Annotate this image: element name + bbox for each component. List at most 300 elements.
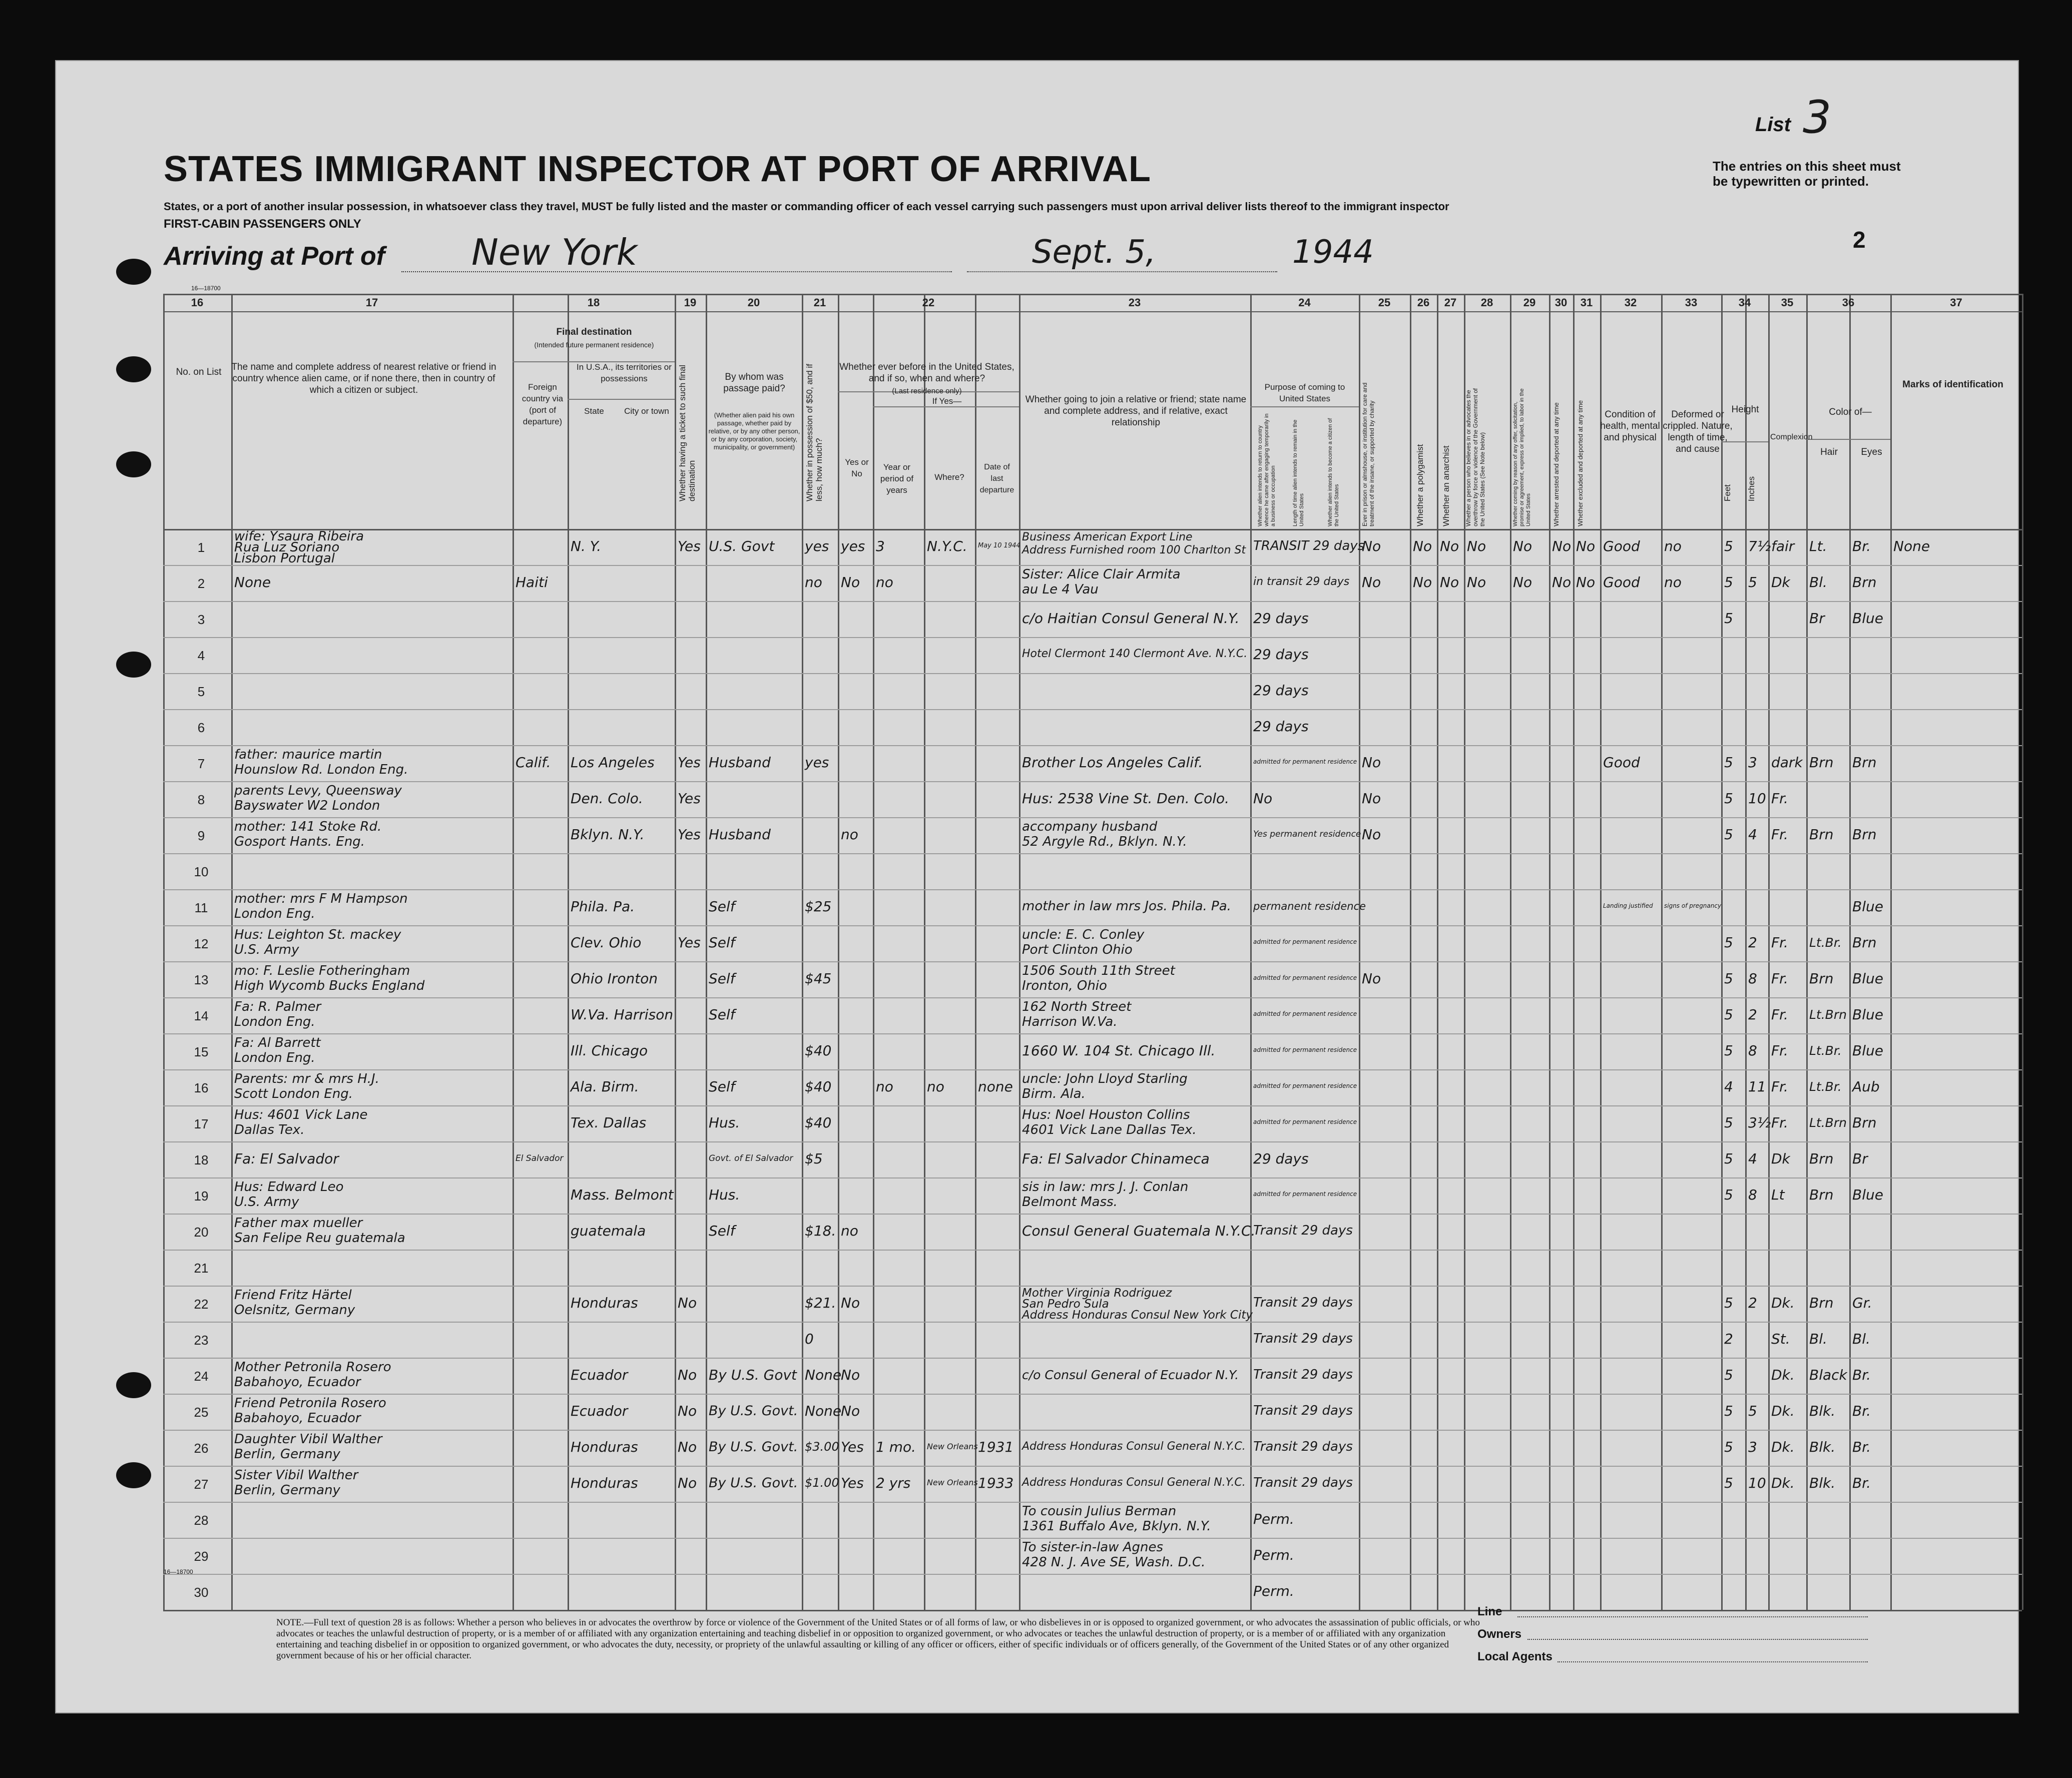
cell-c17: Hus: Edward Leo U.S. Army [234,1179,344,1210]
grid-column-rule [1573,294,1575,1610]
grid-row-rule [163,1574,2022,1575]
cell-c24: admitted for permanent residence [1253,1191,1357,1198]
cell-c17: None [234,574,271,590]
row-number: 18 [194,1152,209,1167]
cell-c23: Business American Export Line Address Furnished room 100 Charlton St [1022,531,1246,556]
grid-column-rule [568,294,569,1610]
cell-c34f: 5 [1724,574,1733,590]
cell-c20: Hus. [709,1187,740,1203]
cell-c36h: Brn [1809,1187,1834,1203]
arrival-date: Sept. 5, [1032,234,1156,271]
cell-c18b: Den. Colo. [571,790,643,807]
cell-c24: admitted for permanent residence [1253,1010,1357,1017]
row-number: 21 [194,1261,209,1276]
grid-row-rule [163,1069,2022,1070]
header-date-last-departure: Date of last departure [979,463,1014,494]
header-final-destination-note: (Intended future permanent residence) [534,341,654,349]
header-final-destination: Final destination [556,327,632,337]
cell-c19: Yes [678,538,701,554]
header-feet: Feet [1723,484,1732,501]
cell-c23: Fa: El Salvador Chinameca [1022,1150,1210,1167]
grid-row-rule [163,601,2022,602]
grid-column-rule [802,294,803,1610]
grid-header-rule [163,529,2022,530]
cell-c34f: 4 [1724,1078,1733,1095]
manifest-sheet [55,60,2019,1713]
cell-c23: c/o Haitian Consul General N.Y. [1022,610,1240,627]
cell-c18b: Tex. Dallas [571,1114,647,1131]
agents-label: Local Agents [1477,1650,1552,1663]
cell-c19: No [678,1403,697,1419]
cell-c20: Self [709,1006,735,1023]
cell-c17: Friend Petronila Rosero Babahoyo, Ecuador [234,1396,386,1426]
footer-note: NOTE.—Full text of question 28 is as follows: Whether a person who believes in or advocates the overthrow by force or violence of the Government of the United States or of all forms of law, or who disbelieves in or is opposed to organized government, or who advocates the assassination of public officials, or who advocates or teaches the unlawful destruction of property, or is a member of or affiliated with any organization entertaining and teaching disbelief in or opposition to organized government, or who advocates or teaches the unlawful destruction of property, or is a member of or affiliated with any organization entertaining and teaching disbelief in or opposition to organized government, or who advocates the duty, necessity, or propriety of the unlawful assaulting or killing of any officer or officers, either of specific individuals or of officers generally, of the Government of the United States or of any other organized government because of his or her official character. [276,1617,1480,1661]
cell-c35: Fr. [1771,1078,1788,1095]
cell-c18b: Phila. Pa. [571,898,635,915]
cell-c24: Transit 29 days [1253,1439,1353,1454]
cell-c34i: 10 [1748,790,1766,807]
grid-column-rule [1549,294,1550,1610]
cell-c24: 29 days [1253,682,1309,699]
grid-column-rule [1661,294,1663,1610]
cell-c34i: 10 [1748,1475,1766,1491]
header-anarchist: Whether an anarchist [1441,445,1451,526]
cell-c18b: Ecuador [571,1367,628,1383]
grid-subheader-rule [568,399,675,400]
cell-c24: 29 days [1253,646,1309,663]
binder-hole [116,356,151,382]
cell-c25: No [1362,754,1381,771]
date-underline [967,271,1277,272]
passenger-class: FIRST-CABIN PASSENGERS ONLY [164,217,361,231]
cell-c30: No [1552,538,1572,554]
cell-c22b: no [876,574,893,590]
owners-label: Owners [1477,1627,1522,1641]
cell-c22c: no [927,1078,944,1095]
row-number: 2 [197,576,205,591]
cell-c17: Friend Fritz Härtel Oelsnitz, Germany [234,1288,355,1318]
row-number: 24 [194,1369,209,1384]
cell-c17: Parents: mr & mrs H.J. Scott London Eng. [234,1071,379,1101]
row-number: 23 [194,1333,209,1348]
grid-column-rule [1890,294,1892,1610]
cell-c22a: Yes [841,1439,864,1455]
grid-row-rule [163,673,2022,674]
cell-c34i: 11 [1748,1078,1766,1095]
grid-column-rule [1359,294,1360,1610]
header-passage-paid: By whom was passage paid? [723,372,785,394]
grid-row-rule [163,817,2022,818]
cell-c20: By U.S. Govt [709,1367,797,1383]
cell-c20: U.S. Govt [709,538,775,554]
cell-c34i: 8 [1748,1042,1757,1059]
grid-row-rule [163,961,2022,962]
cell-c17: Fa: R. Palmer London Eng. [234,999,321,1029]
cell-c36h: Brn [1809,826,1834,843]
binder-hole [116,259,151,285]
cell-c35: fair [1771,538,1795,554]
cell-c22c: New Orleans [927,1478,978,1487]
cell-c22a: No [841,574,860,590]
cell-c22a: no [841,1223,858,1239]
grid-row-rule [163,1394,2022,1395]
cell-c18b: Honduras [571,1439,638,1455]
header-purpose-a: Whether alien intends to return to country whence he came after engaging temporarily in a business or occupation [1257,413,1276,526]
cell-c23: uncle: John Lloyd Starling Birm. Ala. [1022,1071,1188,1101]
cell-c21: $3.00 [805,1440,839,1454]
grid-column-rule [512,294,514,1610]
row-number: 15 [194,1044,209,1059]
cell-c35: St. [1771,1331,1790,1347]
cell-c21: $1.00 [805,1476,839,1490]
cell-c36e: Gr. [1852,1295,1872,1311]
cell-c36e: Brn [1852,754,1877,771]
header-deformed: Deformed or crippled. Nature, length of time, and cause [1663,409,1733,454]
cell-c36h: Brn [1809,1150,1834,1167]
cell-c24: Transit 29 days [1253,1295,1353,1310]
column-number: 19 [684,296,697,309]
cell-c22a: yes [841,538,865,554]
cell-c22c: New Orleans [927,1442,978,1451]
cell-c21: $40 [805,1042,832,1059]
cell-c36h: Br [1809,610,1825,627]
cell-c24: permanent residence [1253,900,1366,912]
cell-c18b: Honduras [571,1475,638,1491]
column-number: 37 [1950,296,1962,309]
cell-c36e: Blue [1852,898,1883,915]
cell-c24: Perm. [1253,1511,1294,1527]
cell-c34f: 5 [1724,1475,1733,1491]
cell-c35: Dk. [1771,1367,1795,1383]
cell-c34i: 3 [1748,754,1757,771]
column-number: 27 [1444,296,1457,309]
header-city: City or town [624,406,669,416]
cell-c36h: Brn [1809,970,1834,987]
cell-c24: Perm. [1253,1583,1294,1599]
column-number: 17 [365,296,378,309]
column-number: 18 [587,296,600,309]
header-year-period: Year or period of years [880,462,914,495]
form-number-bottom: 16—18700 [164,1568,193,1575]
cell-c22d: 1933 [978,1475,1014,1491]
grid-row-rule [163,1538,2022,1539]
header-complexion: Complexion [1770,433,1813,441]
grid-column-rule [1437,294,1438,1610]
cell-c24: Transit 29 days [1253,1367,1353,1382]
cell-c23: To cousin Julius Berman 1361 Buffalo Ave, Bklyn. N.Y. [1022,1504,1211,1534]
grid-row-rule [163,1214,2022,1215]
cell-c21: 0 [805,1331,814,1347]
cell-c18b: Ohio Ironton [571,970,658,987]
cell-c23: uncle: E. C. Conley Port Clinton Ohio [1022,927,1145,957]
cell-c36e: Blue [1852,1187,1883,1203]
cell-c23: mother in law mrs Jos. Phila. Pa. [1022,899,1231,914]
cell-c23: c/o Consul General of Ecuador N.Y. [1022,1367,1239,1382]
cell-c36e: Brn [1852,826,1877,843]
column-number: 31 [1580,296,1593,309]
cell-c36h: Lt.Br. [1809,1043,1842,1058]
cell-c34i: 5 [1748,574,1757,590]
grid-row-rule [163,1322,2022,1323]
cell-c36h: Lt.Br. [1809,935,1842,950]
cell-c23: Brother Los Angeles Calif. [1022,754,1203,771]
cell-c36e: Blue [1852,970,1883,987]
typewritten-note-line1: The entries on this sheet must [1713,159,1901,174]
cell-c35: Fr. [1771,1042,1788,1059]
cell-c23: Hotel Clermont 140 Clermont Ave. N.Y.C. [1022,648,1248,660]
cell-c36e: Blue [1852,1006,1883,1023]
cell-c23: Mother Virginia Rodriguez San Pedro Sula Address Honduras Consul New York City [1022,1287,1253,1322]
cell-c20: Hus. [709,1114,740,1131]
grid-row-rule [163,889,2022,890]
cell-c32: Landing justified [1603,902,1653,909]
form-number-top: 16—18700 [191,285,221,292]
cell-c36e: Br. [1852,1367,1871,1383]
row-number: 20 [194,1225,209,1240]
list-label: List [1755,114,1791,136]
cell-c18b: W.Va. Harrison [571,1006,674,1023]
cell-c17: Sister Vibil Walther Berlin, Germany [234,1468,358,1498]
cell-c20: By U.S. Govt. [709,1403,798,1419]
grid-row-rule [163,1430,2022,1431]
page-title: STATES IMMIGRANT INSPECTOR AT PORT OF ARRIVAL [164,149,1151,189]
grid-row-rule [163,1105,2022,1106]
arriving-label: Arriving at Port of [164,242,385,271]
cell-c34i: 4 [1748,1150,1757,1167]
cell-c34i: 7½ [1748,538,1771,554]
grid-column-rule [163,294,165,1610]
cell-c22d: none [978,1078,1013,1095]
header-relative-address: The name and complete address of nearest relative or friend in country whence alien came, or if none there, then in country of which a citizen or subject. [231,362,496,395]
cell-c21: $5 [805,1150,823,1167]
cell-c31: No [1576,574,1596,590]
cell-c20: Husband [709,754,771,771]
grid-row-rule [163,1358,2022,1359]
column-number: 30 [1555,296,1568,309]
cell-c35: Fr. [1771,790,1788,807]
cell-c17: Fa: Al Barrett London Eng. [234,1035,321,1065]
cell-c22a: No [841,1295,860,1311]
grid-column-rule [675,294,676,1610]
row-number: 16 [194,1080,209,1095]
row-number: 8 [197,792,205,807]
cell-c19: Yes [678,934,701,951]
cell-c21: $40 [805,1114,832,1131]
row-number: 25 [194,1405,209,1420]
cell-c36e: Blue [1852,610,1883,627]
header-arrested: Whether arrested and deported at any time [1552,402,1560,526]
grid-column-rule [1250,294,1252,1610]
column-number: 35 [1781,296,1794,309]
cell-c18a: Haiti [515,574,548,590]
grid-column-rule [1510,294,1511,1610]
cell-c24: 29 days [1253,718,1309,735]
cell-c19: No [678,1439,697,1455]
cell-c33: no [1664,538,1682,554]
grid-column-rule [2022,294,2023,1610]
page-number: 2 [1853,227,1866,253]
grid-column-rule [1410,294,1411,1610]
grid-header-rule [163,311,2022,312]
cell-c24: Transit 29 days [1253,1475,1353,1490]
cell-c17: mother: mrs F M Hampson London Eng. [234,891,408,921]
header-purpose: Purpose of coming to United States [1264,382,1345,403]
cell-c18a: El Salvador [515,1153,564,1163]
cell-c19: Yes [678,826,701,843]
cell-c18b: Los Angeles [571,754,655,771]
cell-c21: $40 [805,1078,832,1095]
cell-c34f: 2 [1724,1331,1733,1347]
column-number: 33 [1685,296,1698,309]
cell-c24: Transit 29 days [1253,1403,1353,1418]
cell-c18b: Mass. Belmont [571,1187,674,1203]
cell-c23: accompany husband 52 Argyle Rd., Bklyn. N.Y. [1022,819,1187,849]
cell-c20: Self [709,898,735,915]
cell-c23: sis in law: mrs J. J. Conlan Belmont Mass. [1022,1179,1189,1210]
cell-c35: Dk [1771,1150,1790,1167]
header-foreign-country: Foreign country via (port of departure) [522,382,564,426]
row-number: 4 [197,648,205,663]
cell-c18b: Honduras [571,1295,638,1311]
cell-c35: Fr. [1771,934,1788,951]
grid-row-rule [163,565,2022,566]
cell-c34f: 5 [1724,1439,1733,1455]
grid-column-rule [1849,294,1851,1610]
column-number: 29 [1523,296,1536,309]
row-number: 12 [194,936,209,951]
cell-c36h: Brn [1809,1295,1834,1311]
row-number: 10 [194,864,209,879]
cell-c23: 1506 South 11th Street Ironton, Ohio [1022,963,1175,993]
grid-row-rule [163,1466,2022,1467]
header-passage-paid-note: (Whether alien paid his own passage, whether paid by relative, or by any other person, or by any corporation, society, municipality, or government) [708,411,800,451]
grid-column-rule [1768,294,1770,1610]
cell-c20: By U.S. Govt. [709,1439,798,1455]
line-label: Line [1477,1605,1502,1618]
cell-c23: Address Honduras Consul General N.Y.C. [1022,1476,1246,1489]
cell-c33: no [1664,574,1682,590]
cell-c20: Govt. of El Salvador [709,1153,793,1163]
cell-c22b: 3 [876,538,885,554]
cell-c23: Hus: Noel Houston Collins 4601 Vick Lane Dallas Tex. [1022,1107,1197,1137]
column-number: 20 [747,296,760,309]
agents-field [1558,1661,1868,1662]
cell-c36h: Lt.Br. [1809,1079,1842,1094]
cell-c21: $21. [805,1295,836,1311]
cell-c32: Good [1603,754,1640,771]
cell-c27: No [1440,574,1459,590]
cell-c34f: 5 [1724,1114,1733,1131]
cell-c18b: Ala. Birm. [571,1078,639,1095]
column-number: 26 [1417,296,1430,309]
arrival-year: 1944 [1292,234,1374,271]
cell-c21: yes [805,754,829,771]
cell-c34i: 3 [1748,1439,1757,1455]
cell-c22b: no [876,1078,893,1095]
grid-column-rule [1019,294,1020,1610]
cell-c21: None [805,1367,842,1383]
column-number: 16 [191,296,204,309]
cell-c24: No [1253,790,1273,807]
cell-c28: No [1467,574,1486,590]
cell-c36e: Br. [1852,1475,1871,1491]
cell-c36e: Aub [1852,1078,1880,1095]
cell-c17: Hus: Leighton St. mackey U.S. Army [234,927,401,957]
cell-c23: Sister: Alice Clair Armita au Le 4 Vau [1022,567,1181,597]
header-fifty-dollars: Whether in possession of $50, and if less, how much? [805,364,824,501]
cell-c23: 1660 W. 104 St. Chicago Ill. [1022,1042,1216,1059]
cell-c34f: 5 [1724,1295,1733,1311]
column-number: 28 [1480,296,1493,309]
header-state: State [584,406,604,416]
cell-c28: No [1467,538,1486,554]
cell-c34f: 5 [1724,1150,1733,1167]
header-polygamist: Whether a polygamist [1415,444,1425,526]
cell-c24: admitted for permanent residence [1253,938,1357,945]
typewritten-note-line2: be typewritten or printed. [1713,174,1869,189]
cell-c35: Dk. [1771,1475,1795,1491]
cell-c35: Lt [1771,1187,1785,1203]
grid-column-rule [924,294,925,1610]
cell-c21: $25 [805,898,832,915]
column-number: 34 [1738,296,1751,309]
header-eyes: Eyes [1861,447,1882,457]
cell-c34i: 8 [1748,970,1757,987]
header-if-yes: If Yes— [932,396,962,406]
cell-c34i: 5 [1748,1403,1757,1419]
grid-row-rule [163,1177,2022,1178]
row-number: 9 [197,828,205,843]
cell-c25: No [1362,826,1381,843]
row-number: 26 [194,1441,209,1456]
column-number: 21 [813,296,826,309]
cell-c32: Good [1603,538,1640,554]
cell-c21: yes [805,538,829,554]
column-number: 32 [1624,296,1637,309]
header-purpose-c: Whether alien intends to become a citizen of the United States [1327,418,1340,526]
cell-c34f: 5 [1724,1042,1733,1059]
cell-c35: Fr. [1771,826,1788,843]
header-labor-offer: Whether coming by reason of any offer, solicitation, promise or agreement, express or implied, to labor in the United States [1512,388,1531,526]
row-number: 5 [197,684,205,699]
cell-c23: 162 North Street Harrison W.Va. [1022,999,1132,1029]
cell-c36h: Blk. [1809,1439,1836,1455]
cell-c22a: Yes [841,1475,864,1491]
cell-c34f: 5 [1724,1187,1733,1203]
cell-c34f: 5 [1724,934,1733,951]
cell-c24: TRANSIT 29 days [1253,538,1365,553]
cell-c18b: guatemala [571,1223,646,1239]
cell-c24: in transit 29 days [1253,575,1350,588]
grid-row-rule [163,1141,2022,1142]
cell-c36e: Br. [1852,1439,1871,1455]
cell-c36e: Br. [1852,1403,1871,1419]
line-field [1517,1616,1868,1617]
cell-c34f: 5 [1724,610,1733,627]
header-overthrow: Whether a person who believes in or advocates the overthrow by force or violence of the Government of the United States (See Note below) [1465,388,1486,526]
cell-c36e: Br [1852,1150,1868,1167]
cell-c22b: 2 yrs [876,1475,911,1491]
cell-c36h: Black [1809,1367,1847,1383]
cell-c25: No [1362,790,1381,807]
cell-c19: No [678,1295,697,1311]
cell-c22d: May 10 1944 [978,541,1020,549]
column-number: 22 [922,296,935,309]
column-number: 36 [1842,296,1855,309]
cell-c18a: Calif. [515,754,551,771]
row-number: 29 [194,1549,209,1564]
cell-c22c: N.Y.C. [927,538,967,554]
